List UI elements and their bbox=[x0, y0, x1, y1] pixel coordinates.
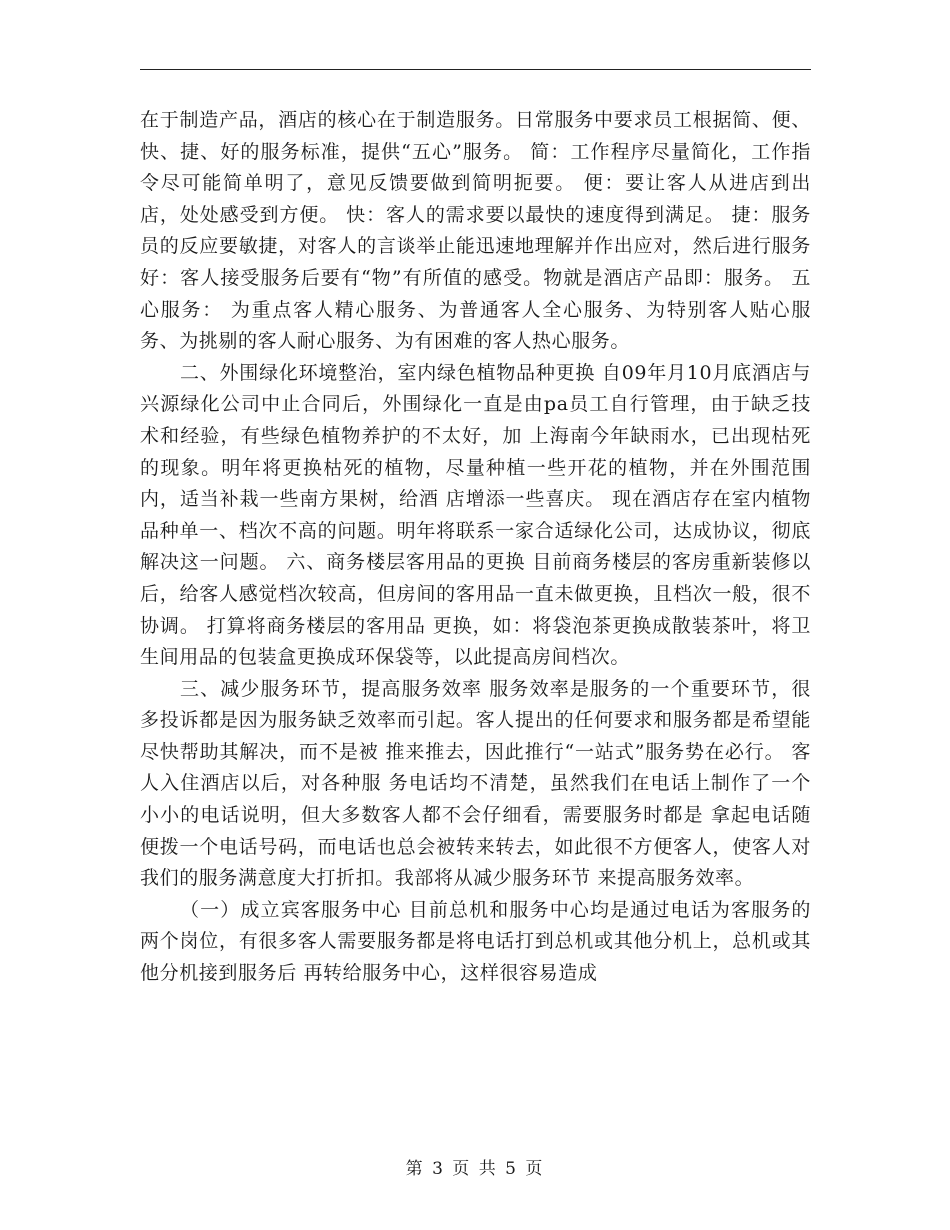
page-number-footer: 第 3 页 共 5 页 bbox=[405, 1159, 545, 1179]
paragraph: 三、减少服务环节，提高服务效率 服务效率是服务的一个重要环节，很多投诉都是因为服务缺乏效率而引起。客人提出的任何要求和服务都是希望能尽快帮助其解决，而不是被 推来推去，因此推行“一站式”服务势在必行。 客人入住酒店以后，对各种服 务电话均不清楚，虽然我们在电话上制作了一个小小的电话说明，但大多数客人都不会仔细看，需要服务时都是 拿起电话随便拨一个电话号码，而电话也总会被转来转去，如此很不方便客人，使客人对我们的服务满意度大打折扣。我部将从减少服务环节 来提高服务效率。 bbox=[140, 677, 811, 890]
paragraph: （一）成立宾客服务中心 目前总机和服务中心均是通过电话为客服务的两个岗位，有很多客人需要服务都是将电话打到总机或其他分机上，总机或其他分机接到服务后 再转给服务中心，这样很容易造成 bbox=[140, 898, 811, 985]
body-text bbox=[140, 105, 811, 990]
header-rule bbox=[140, 69, 811, 70]
paragraph: 二、外围绿化环境整治，室内绿色植物品种更换 自09年月10月底酒店与兴源绿化公司中止合同后，外围绿化一直是由pa员工自行管理，由于缺乏技术和经验，有些绿色植物养护的不太好，加 上海南今年缺雨水，已出现枯死的现象。明年将更换枯死的植物，尽量种植一些开花的植物，并在外围范围内，适当补栽一些南方果树，给酒 店增添一些喜庆。 现在酒店存在室内植物品种单一、档次不高的问题。明年将联系一家合适绿化公司，达成协议，彻底解决这一问题。 六、商务楼层客用品的更换 目前商务楼层的客房重新装修以后，给客人感觉档次较高，但房间的客用品一直未做更换，且档次一般，很不协调。 打算将商务楼层的客用品 更换，如：将袋泡茶更换成散装茶叶，将卫生间用品的包装盒更换成环保袋等，以此提高房间档次。 bbox=[140, 361, 811, 669]
paragraph: 在于制造产品，酒店的核心在于制造服务。日常服务中要求员工根据简、便、快、捷、好的服务标准，提供“五心”服务。 简：工作程序尽量简化，工作指令尽可能简单明了，意见反馈要做到简明扼要。 便：要让客人从进店到出店，处处感受到方便。 快：客人的需求要以最快的速度得到满足。 捷：服务员的反应要敏捷，对客人的言谈举止能迅速地理解并作出应对，然后进行服务 好：客人接受服务后要有“物”有所值的感受。物就是酒店产品即：服务。 五心服务： 为重点客人精心服务、为普通客人全心服务、为特别客人贴心服务、为挑剔的客人耐心服务、为有困难的客人热心服务。 bbox=[140, 109, 811, 353]
